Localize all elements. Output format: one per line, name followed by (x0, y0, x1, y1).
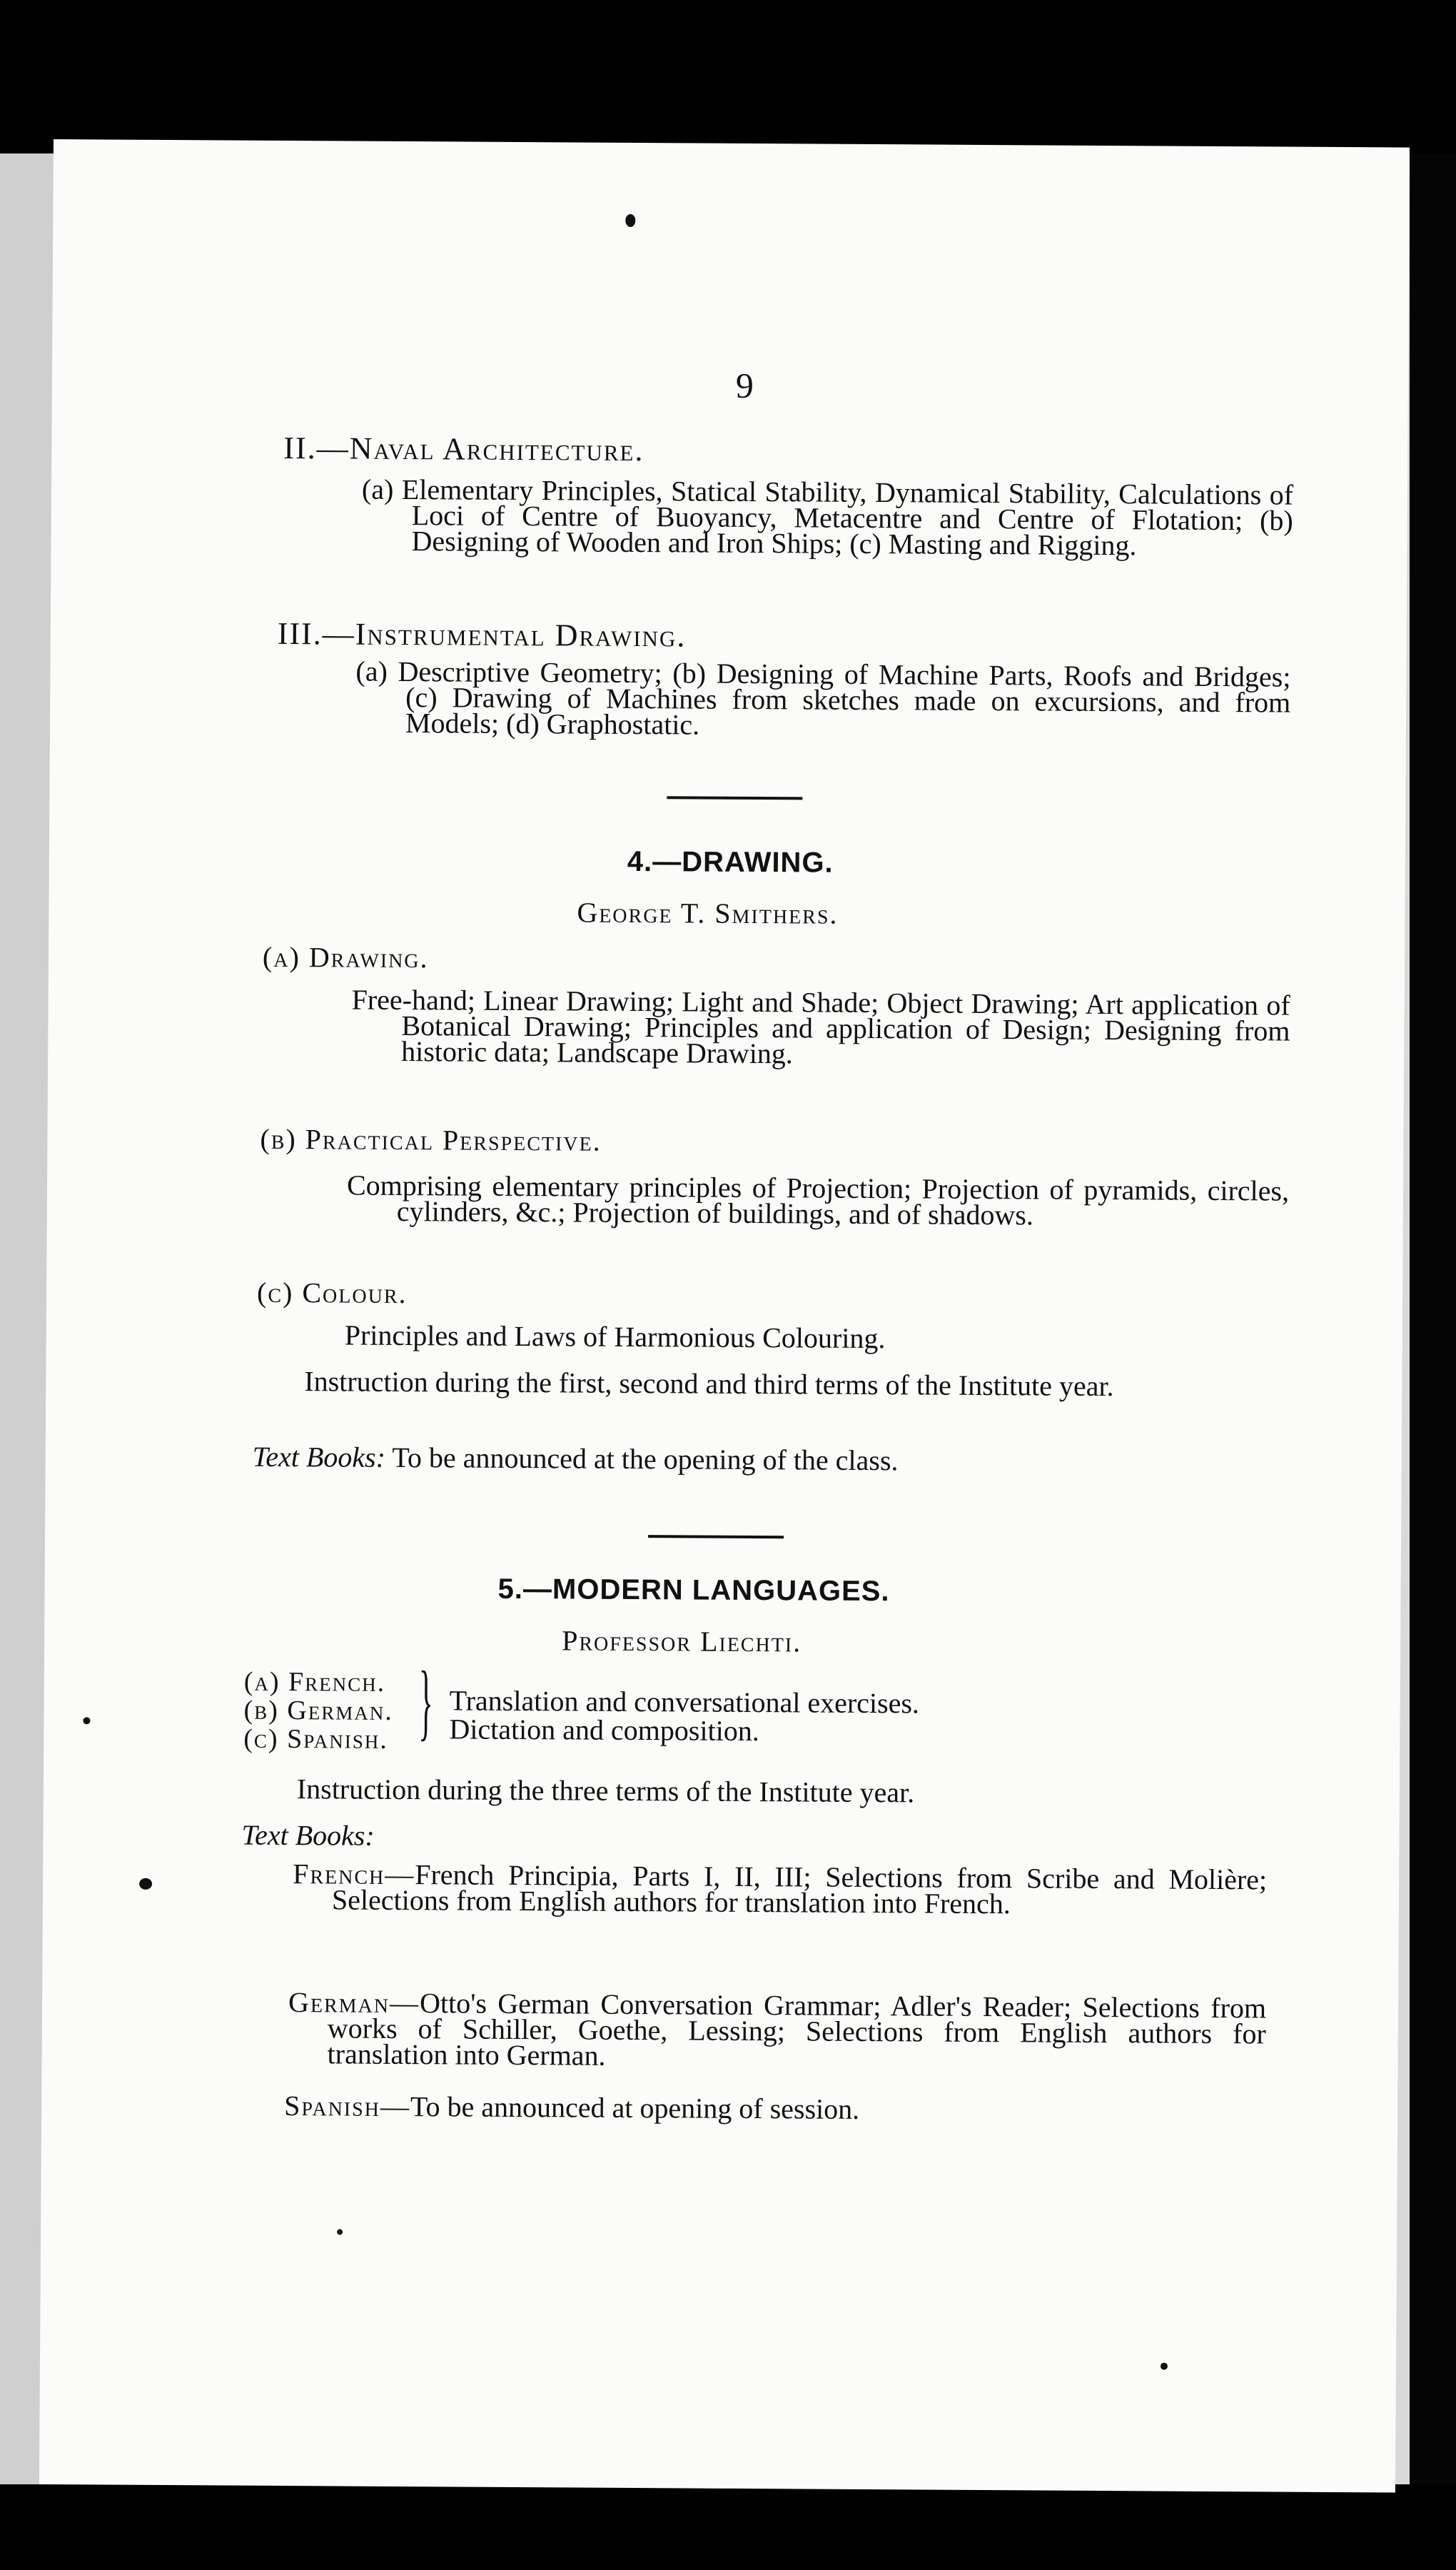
languages-instruction-text: Instruction during the three terms of the Institute year. (296, 1773, 915, 1809)
languages-textbooks-label: Text Books: (241, 1818, 375, 1852)
textbook-french (293, 1858, 1268, 1920)
speck-mark (625, 214, 635, 227)
drawing-subsection-c-label: (c) Colour. (257, 1276, 408, 1310)
textbook-french-text: French Principia, Parts I, II, III; Selections from Scribe and Molière; Selections from English authors for translation into French. (331, 1858, 1268, 1920)
language-french-label: (a) French. (243, 1666, 386, 1698)
document-page (39, 139, 1410, 2493)
drawing-subsection-a-text: Free-hand; Linear Drawing; Light and Shade; Object Drawing; Art application of Botanical Drawing; Principles and application of Design; Designing from historic data; Landscape Drawing. (351, 983, 1290, 1070)
drawing-subsection-a-label: (a) Drawing. (262, 940, 429, 974)
section-heading-instrumental-drawing: III.—Instrumental Drawing. (277, 615, 687, 654)
languages-description-2: Dictation and composition. (449, 1713, 759, 1748)
instrumental-drawing-text: (a) Descriptive Geometry; (b) Designing of Machine Parts, Roofs and Bridges; (c) Drawing of Machines from sketches made on excursions, and from Models; (d) Graphostatic. (355, 655, 1291, 741)
scan-top-border (0, 0, 1456, 153)
textbook-german-text: Otto's German Conversation Grammar; Adler's Reader; Selections from works of Schiller, Goethe, Lessing; Selections from English authors for translation into German. (327, 1987, 1267, 2072)
drawing-textbooks (253, 1440, 899, 1478)
languages-instructor: Professor Liechti. (562, 1624, 802, 1658)
page-number: 9 (735, 365, 754, 405)
drawing-instructor: George T. Smithers. (577, 896, 839, 930)
scan-bottom-border (0, 2484, 1456, 2570)
drawing-subsection-b-text: Comprising elementary principles of Projection; Projection of pyramids, circles, cylinders, &c.; Projection of buildings, and of shadows. (346, 1169, 1290, 1231)
languages-brace: } (418, 1653, 434, 1749)
speck-mark (83, 1717, 90, 1724)
section-heading-modern-languages: 5.—MODERN LANGUAGES. (497, 1573, 890, 1608)
languages-description-1: Translation and conversational exercises. (449, 1684, 920, 1720)
drawing-instruction-text: Instruction during the first, second and third terms of the Institute year. (304, 1365, 1114, 1403)
textbook-french-label: French— (293, 1858, 415, 1891)
section-heading-drawing: 4.—DRAWING. (627, 845, 834, 879)
textbook-spanish-label: Spanish— (284, 2090, 411, 2123)
section-divider (648, 1535, 784, 1538)
textbook-spanish (284, 2090, 860, 2125)
language-spanish-label: (c) Spanish. (243, 1723, 388, 1755)
textbook-spanish-text: To be announced at opening of session. (410, 2090, 860, 2125)
textbook-german-label: German— (288, 1986, 420, 2020)
language-german-label: (b) German. (243, 1695, 393, 1726)
drawing-textbooks-label: Text Books: (252, 1440, 386, 1473)
section-divider (667, 796, 802, 800)
scan-right-border (1410, 153, 1456, 2484)
naval-architecture-text: (a) Elementary Principles, Statical Stability, Dynamical Stability, Calculations of Loci of Centre of Buoyancy, Metacentre and Centre of Flotation; (b) Designing of Wooden and Iron Ships; (c) Masting and Rigging. (361, 473, 1294, 562)
drawing-subsection-c-text: Principles and Laws of Harmonious Colouring. (344, 1319, 886, 1355)
drawing-textbooks-text: To be announced at the opening of the class. (392, 1441, 899, 1477)
speck-mark (337, 2229, 343, 2234)
textbook-german (288, 1986, 1267, 2072)
section-heading-naval-architecture: II.—Naval Architecture. (283, 430, 644, 468)
speck-mark (139, 1878, 152, 1890)
drawing-subsection-b-label: (b) Practical Perspective. (260, 1122, 602, 1157)
speck-mark (1161, 2363, 1168, 2370)
